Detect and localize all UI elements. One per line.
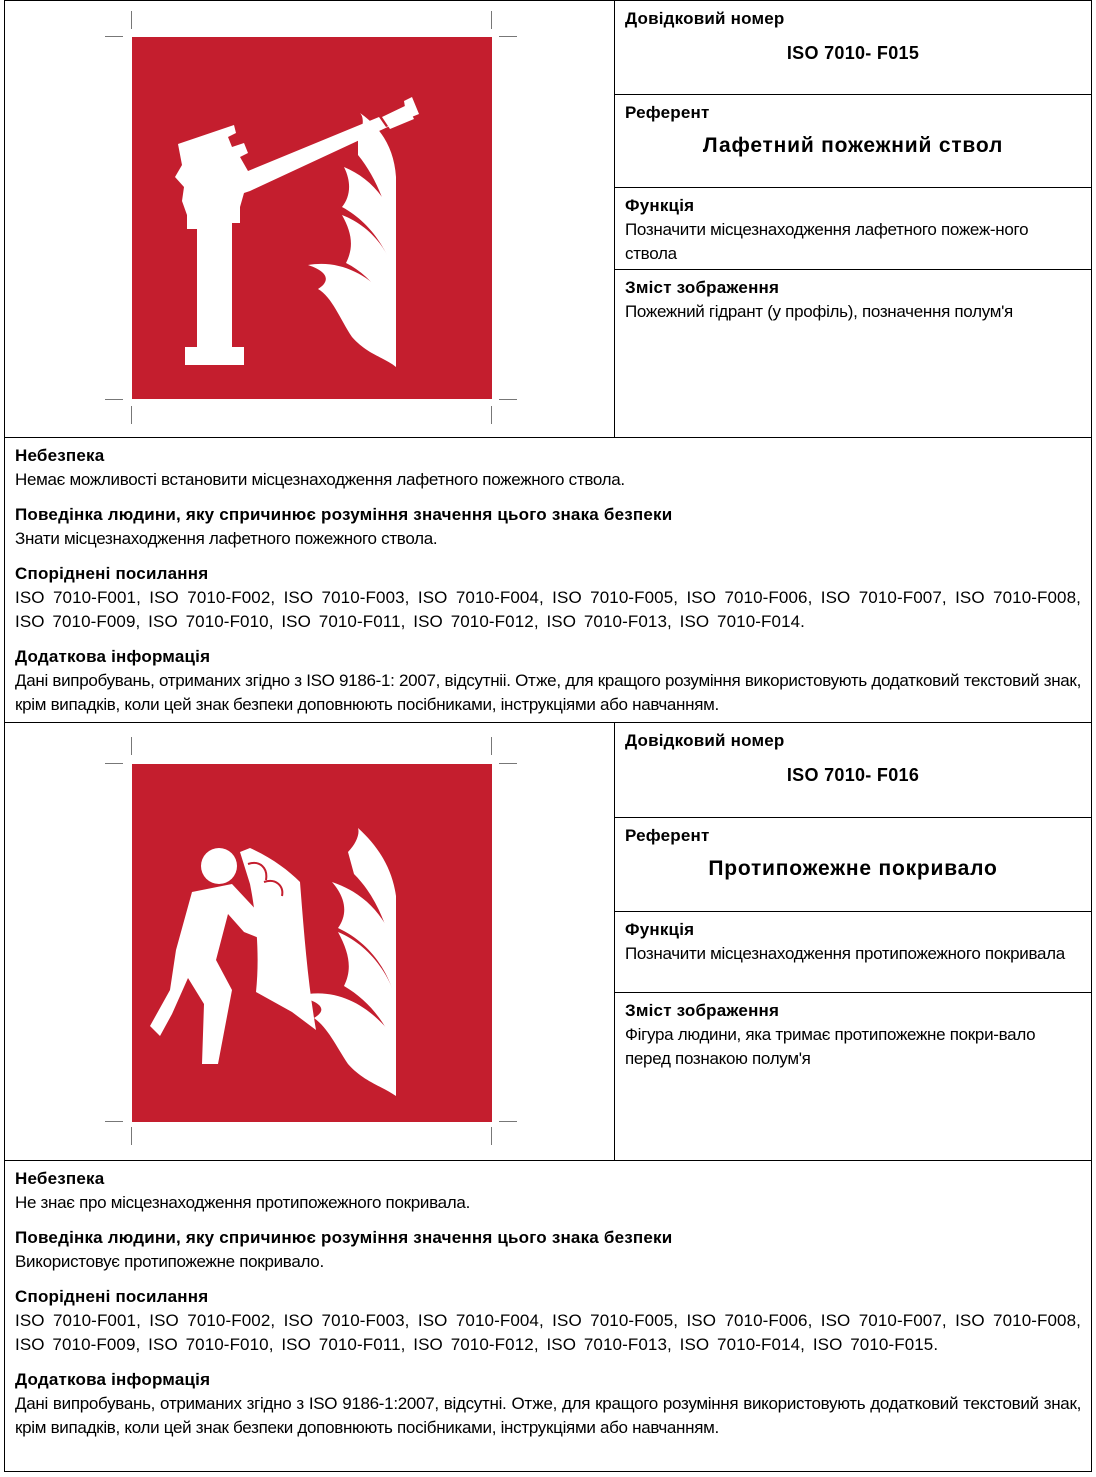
- behaviour-value: Використовує протипожежне покривало.: [15, 1252, 324, 1271]
- crop-mark: [491, 11, 492, 29]
- ref-number-value: ISO 7010- F016: [786, 765, 920, 785]
- crop-mark: [491, 406, 492, 424]
- image-content-value: Пожежний гідрант (у профіль), позначення полум'я: [625, 302, 1013, 321]
- crop-mark: [131, 11, 132, 29]
- behaviour-section: [15, 1226, 1081, 1274]
- behaviour-section: [15, 503, 1081, 551]
- related-label: Споріднені посилання: [15, 1287, 209, 1306]
- referent-value: Лафетний пожежний ствол: [702, 134, 1004, 157]
- crop-mark: [499, 1121, 517, 1122]
- related-section: [15, 1285, 1081, 1357]
- image-content-cell: [615, 993, 1091, 1160]
- crop-mark: [499, 36, 517, 37]
- function-value: Позначити місцезнаходження протипожежного покривала: [625, 944, 1065, 963]
- sign-image-cell: [5, 1, 615, 437]
- entry-f016-header: [5, 723, 1091, 1161]
- function-label: Функція: [625, 920, 695, 939]
- related-value: ISO 7010-F001, ISO 7010-F002, ISO 7010-F003, ISO 7010-F004, ISO 7010-F005, ISO 7010-F006, ISO 7010-F007, ISO 7010-F008, ISO 7010-F009, ISO 7010-F010, ISO 7010-F011, ISO 7010-F012, ISO 7010-F013, ISO 7010-F014, ISO 7010-F015.: [15, 1311, 1081, 1354]
- crop-mark: [105, 36, 123, 37]
- entry-f015-header: [5, 1, 1091, 438]
- additional-section: [15, 1368, 1081, 1440]
- crop-mark: [499, 399, 517, 400]
- hazard-value: Не знає про місцезнаходження протипожежного покривала.: [15, 1193, 470, 1212]
- additional-section: [15, 645, 1081, 717]
- crop-mark: [131, 1127, 132, 1145]
- hazard-value: Немає можливості встановити місцезнаходження лафетного пожежного ствола.: [15, 470, 625, 489]
- sign-info-column: [615, 1, 1091, 437]
- function-cell: [615, 912, 1091, 993]
- behaviour-label: Поведінка людини, яку спричинює розуміння значення цього знака безпеки: [15, 1228, 673, 1247]
- crop-mark: [491, 1127, 492, 1145]
- sign-image-cell: [5, 723, 615, 1160]
- function-cell: [615, 188, 1091, 270]
- sign-info-column: [615, 723, 1091, 1160]
- entry-f016-details: [5, 1161, 1091, 1472]
- ref-number-value: ISO 7010- F015: [786, 43, 920, 63]
- entry-f015-details: [5, 438, 1091, 723]
- fire-blanket-person-flame-icon: [132, 764, 492, 1122]
- additional-value: Дані випробувань, отриманих згідно з ISO 9186-1: 2007, відсутніі. Отже, для кращого розуміння використовують додатковий текстовий знак, крім випадків, коли цей знак безпеки доповнюють посібниками, інструкціями або навчанням.: [15, 671, 1081, 714]
- crop-mark: [131, 737, 132, 755]
- referent-cell: [615, 95, 1091, 188]
- referent-cell: [615, 818, 1091, 912]
- related-label: Споріднені посилання: [15, 564, 209, 583]
- ref-number-label: Довідковий номер: [625, 731, 785, 750]
- image-content-value: Фігура людини, яка тримає протипожежне покри-вало перед познакою полум'я: [625, 1025, 1036, 1068]
- image-content-label: Зміст зображення: [625, 278, 780, 297]
- behaviour-value: Знати місцезнаходження лафетного пожежного ствола.: [15, 529, 438, 548]
- hazard-label: Небезпека: [15, 1169, 105, 1188]
- safety-sign-table: [4, 0, 1092, 1472]
- function-label: Функція: [625, 196, 695, 215]
- referent-label: Референт: [625, 826, 710, 845]
- behaviour-label: Поведінка людини, яку спричинює розуміння значення цього знака безпеки: [15, 505, 673, 524]
- crop-mark: [131, 406, 132, 424]
- hazard-section: [15, 444, 1081, 492]
- related-value: ISO 7010-F001, ISO 7010-F002, ISO 7010-F003, ISO 7010-F004, ISO 7010-F005, ISO 7010-F006, ISO 7010-F007, ISO 7010-F008, ISO 7010-F009, ISO 7010-F010, ISO 7010-F011, ISO 7010-F012, ISO 7010-F013, ISO 7010-F014.: [15, 588, 1081, 631]
- related-section: [15, 562, 1081, 634]
- image-content-label: Зміст зображення: [625, 1001, 780, 1020]
- referent-label: Референт: [625, 103, 710, 122]
- additional-label: Додаткова інформація: [15, 647, 211, 666]
- crop-mark: [105, 763, 123, 764]
- crop-mark: [491, 737, 492, 755]
- crop-mark: [499, 763, 517, 764]
- additional-value: Дані випробувань, отриманих згідно з ISO 9186-1:2007, відсутні. Отже, для кращого розуміння використовують додатковий текстовий знак, крім випадків, коли цей знак безпеки доповнюють посібниками, інструкціями або навчанням.: [15, 1394, 1081, 1437]
- ref-number-cell: [615, 723, 1091, 818]
- crop-mark: [105, 1121, 123, 1122]
- fire-monitor-flame-icon: [132, 37, 492, 399]
- image-content-cell: [615, 270, 1091, 437]
- ref-number-cell: [615, 1, 1091, 95]
- additional-label: Додаткова інформація: [15, 1370, 211, 1389]
- hazard-section: [15, 1167, 1081, 1215]
- hazard-label: Небезпека: [15, 446, 105, 465]
- crop-mark: [105, 399, 123, 400]
- function-value: Позначити місцезнаходження лафетного пожеж-ного ствола: [625, 220, 1029, 263]
- referent-value: Протипожежне покривало: [708, 857, 998, 880]
- ref-number-label: Довідковий номер: [625, 9, 785, 28]
